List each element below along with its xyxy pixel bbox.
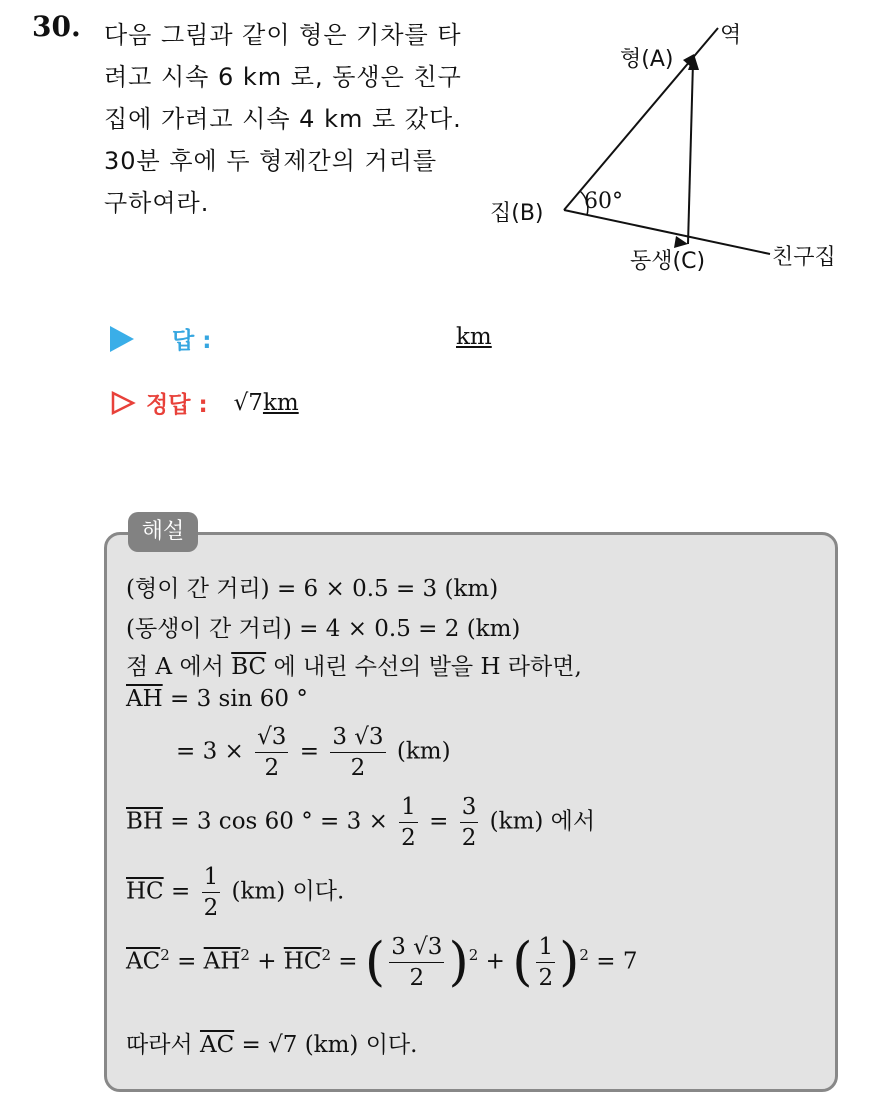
line-c-to-a — [688, 62, 693, 244]
solution-line-6: $\overline{BH} = 3$ cos 60 ° = 3 × $\frac{1}{2}$ = $\frac{3}{2}$ (km) 에서 — [126, 794, 596, 851]
solution-line-4: $\overline{AH} = 3$ sin 60 ° — [126, 686, 308, 712]
answer-label: 답 : — [172, 328, 212, 354]
solution-tag: 해설 — [128, 512, 198, 552]
correct-answer-value: √7km — [233, 389, 299, 416]
question-line-2: 려고 시속 6 km 로, 동생은 친구 — [104, 63, 462, 91]
label-friend: 친구집 — [772, 245, 836, 270]
answer-row — [110, 322, 211, 355]
solution-line-3: 점 A 에서 $\overline{BC}$ 에 내린 수선의 발을 H 라하면, — [126, 654, 582, 680]
question-line-3: 집에 가려고 시속 4 km 로 갔다. — [104, 105, 462, 133]
play-outline-icon — [110, 390, 136, 416]
arrow-head-c — [674, 236, 688, 248]
question-line-5: 구하여라. — [104, 189, 210, 217]
solution-line-2: (동생이 간 거리) = 4 × 0.5 = 2 (km) — [126, 616, 521, 642]
line-b-to-friend — [564, 210, 770, 254]
question-number: 30. — [32, 10, 81, 43]
label-angle: 60° — [584, 189, 623, 214]
solution-line-9: 따라서 $\overline{AC} = √7$ (km) 이다. — [126, 1032, 418, 1058]
question-text — [104, 14, 474, 224]
question-line-4: 30분 후에 두 형제간의 거리를 — [104, 147, 438, 175]
label-a: 형(A) — [620, 47, 674, 72]
question-line-1: 다음 그림과 같이 형은 기차를 타 — [104, 21, 462, 49]
solution-line-7: $\overline{HC}$ = $\frac{1}{2}$ (km) 이다. — [126, 864, 345, 921]
label-b: 집(B) — [490, 201, 544, 226]
label-station: 역 — [720, 23, 742, 48]
label-c: 동생(C) — [630, 249, 706, 274]
solution-line-5: = 3 × $\frac{√3}{2}$ = $\frac{3 √3}{2}$ (km) — [176, 724, 451, 781]
solution-line-8: $\overline{AC}^2 = \overline{AH}^2 + \overline{HC}^2$ = ( $\frac{3 √3}{2}$ )$^2$ + ( $\frac{1}{2}$ )$^2$ = 7 — [126, 932, 638, 993]
correct-answer-label: 정답 : — [146, 392, 208, 418]
geometry-figure — [480, 10, 860, 280]
answer-unit: km — [456, 324, 492, 350]
play-icon — [110, 326, 134, 352]
correct-answer-row — [110, 386, 299, 419]
solution-line-1: (형이 간 거리) = 6 × 0.5 = 3 (km) — [126, 576, 499, 602]
